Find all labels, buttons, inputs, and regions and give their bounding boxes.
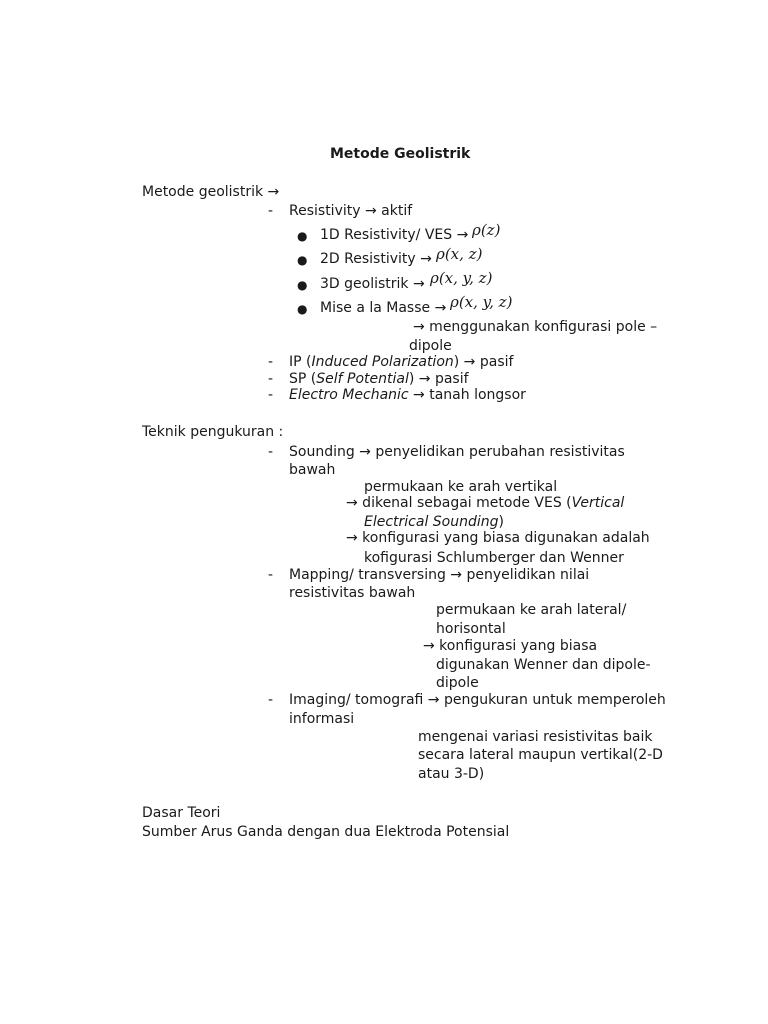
em-line [289, 386, 526, 404]
sp-suffix: ) → pasif [408, 371, 469, 387]
mapping-2: resistivitas bawah [289, 585, 416, 601]
mapping-6: digunakan Wenner dan dipole- [436, 657, 651, 673]
item-1d-formula: ρ(z) [472, 221, 501, 239]
sounding-4-term: Vertical [571, 495, 625, 511]
sp-prefix: SP ( [289, 371, 317, 387]
theory-heading: Dasar Teori [142, 805, 221, 821]
mapping-1: Mapping/ transversing → penyelidikan nilai [289, 567, 590, 583]
item-3d-formula: ρ(x, y, z) [430, 269, 493, 287]
ip-term: Induced Polarization [311, 354, 454, 370]
item-1d-label: 1D Resistivity/ VES → [320, 227, 469, 243]
mise-note-2: dipole [409, 338, 452, 354]
sounding-1: Sounding → penyelidikan perubahan resistivitas [289, 444, 625, 460]
bullet-1d: ● [297, 229, 308, 243]
imaging-5: atau 3-D) [418, 766, 485, 782]
imaging-3: mengenai variasi resistivitas baik [418, 729, 653, 745]
page-title: Metode Geolistrik [330, 146, 471, 162]
mise-note-1: → menggunakan konfigurasi pole – [413, 319, 658, 335]
item-2d-formula: ρ(x, z) [436, 245, 483, 263]
techniques-heading: Teknik pengukuran : [142, 424, 284, 440]
sounding-2: bawah [289, 462, 336, 478]
item-mise-label: Mise a la Masse → [320, 300, 447, 316]
methods-heading: Metode geolistrik → [142, 184, 280, 200]
resistivity-line: Resistivity → aktif [289, 203, 413, 219]
item-3d-label: 3D geolistrik → [320, 276, 425, 292]
mapping-7: dipole [436, 675, 479, 691]
dash-mapping: - [268, 567, 274, 583]
em-suffix: → tanah longsor [408, 387, 526, 403]
dash-resistivity: - [268, 203, 274, 219]
sounding-4 [346, 494, 624, 512]
item-mise-formula: ρ(x, y, z) [450, 293, 513, 311]
ip-line [289, 353, 513, 371]
em-term: Electro Mechanic [289, 387, 409, 403]
mapping-5: → konfigurasi yang biasa [423, 638, 598, 654]
sounding-7: kofigurasi Schlumberger dan Wenner [364, 550, 624, 566]
sounding-4-text: → dikenal sebagai metode VES ( [346, 495, 572, 511]
sounding-5-term: Electrical Sounding [364, 514, 499, 530]
ip-suffix: ) → pasif [453, 354, 514, 370]
imaging-1: Imaging/ tomografi → pengukuran untuk memperoleh [289, 692, 666, 708]
bullet-mise: ● [297, 302, 308, 316]
bullet-3d: ● [297, 278, 308, 292]
sp-term: Self Potential [316, 371, 409, 387]
dash-em: - [268, 387, 274, 403]
mapping-4: horisontal [436, 621, 506, 637]
sounding-3: permukaan ke arah vertikal [364, 479, 558, 495]
dash-imaging: - [268, 692, 274, 708]
dash-sp: - [268, 371, 274, 387]
imaging-4: secara lateral maupun vertikal(2-D [418, 747, 663, 763]
bullet-2d: ● [297, 253, 308, 267]
imaging-2: informasi [289, 711, 355, 727]
mapping-3: permukaan ke arah lateral/ [436, 602, 627, 618]
theory-subheading: Sumber Arus Ganda dengan dua Elektroda Potensial [142, 824, 510, 840]
sounding-6: → konfigurasi yang biasa digunakan adalah [346, 530, 650, 546]
dash-sounding: - [268, 444, 274, 460]
dash-ip: - [268, 354, 274, 370]
sounding-5-close: ) [498, 514, 504, 530]
ip-prefix: IP ( [289, 354, 312, 370]
item-2d-label: 2D Resistivity → [320, 251, 432, 267]
